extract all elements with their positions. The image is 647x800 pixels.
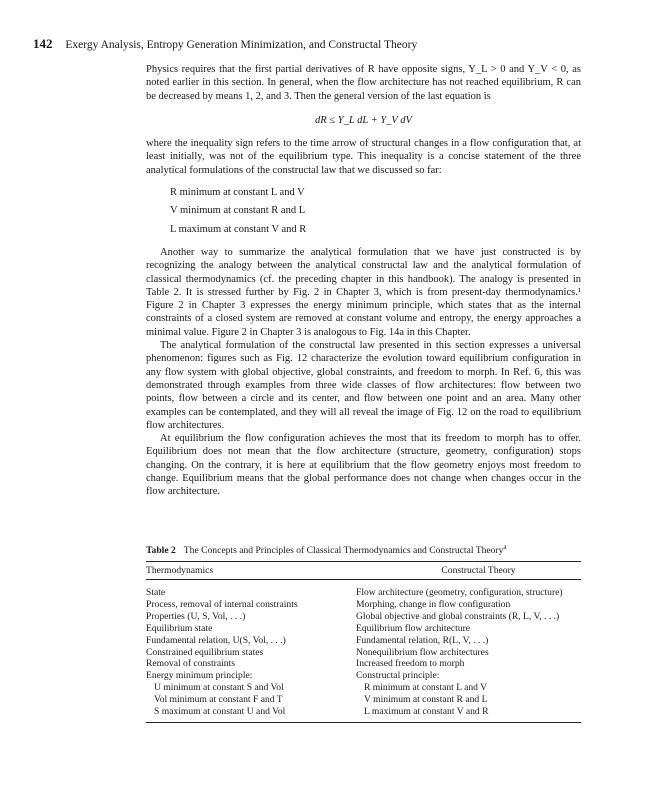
table-caption bbox=[146, 542, 581, 556]
table-cell: Flow architecture (geometry, configuration, structure) bbox=[356, 587, 563, 598]
list-item: R minimum at constant L and V bbox=[170, 187, 305, 199]
column-header-constructal: Constructal Theory bbox=[441, 565, 516, 576]
table-cell: Nonequilibrium flow architectures bbox=[356, 646, 489, 658]
constructal-column bbox=[356, 587, 581, 718]
table-label: Table 2 bbox=[146, 545, 176, 556]
table-cell: Global objective and global constraints (R, L, V, . . .) bbox=[356, 610, 560, 622]
column-header-thermodynamics: Thermodynamics bbox=[146, 565, 214, 576]
paragraph-3: Another way to summarize the analytical formulation that we have just constructed is by recognizing the analogy between the analytical constructal law and the analytical formulation of classical thermodynamics (cf. the preceding chapter in this handbook). The analogy is presented in Table 2. It is stressed further by Fig. 2 in Chapter 3, which is from present-day thermodynamics.¹ Figure 2 in Chapter 3 expresses the energy minimum principle, which states that as the internal constraints of a closed system are removed at constant volume and entropy, the energy approaches a minimal value. Figure 2 in Chapter 3 is analogous to Fig. 14a in this Chapter. bbox=[146, 246, 581, 338]
table-cell: Fundamental relation, R(L, V, . . .) bbox=[356, 634, 489, 646]
table-2 bbox=[146, 542, 581, 723]
table-cell: S maximum at constant U and Vol bbox=[154, 706, 286, 718]
page-header bbox=[33, 36, 417, 52]
table-cell: Vol minimum at constant F and T bbox=[154, 694, 283, 706]
running-title: Exergy Analysis, Entropy Generation Minimization, and Constructal Theory bbox=[65, 39, 418, 51]
table-cell: Equilibrium state bbox=[146, 622, 213, 634]
table-cell: Increased freedom to morph bbox=[356, 658, 465, 670]
table-cell: Energy minimum principle: bbox=[146, 670, 253, 682]
list-item: V minimum at constant R and L bbox=[170, 205, 306, 217]
page-number: 142 bbox=[33, 36, 53, 51]
table-cell: L maximum at constant V and R bbox=[364, 706, 489, 718]
table-body bbox=[146, 580, 581, 718]
table-cell: Equilibrium flow architecture bbox=[356, 622, 471, 634]
equation: dR ≤ Y_L dL + Y_V dV bbox=[315, 114, 412, 126]
paragraph-5: At equilibrium the flow configuration achieves the most that its freedom to morph has to offer. Equilibrium does not mean that the flow architecture (structure, geometry, configuration) stops changing. On the contrary, it is here at equilibrium that the flow geometry enjoys most freedom to change. Equilibrium means that the global performance does not change when changes occur in the flow architecture. bbox=[146, 433, 581, 498]
table-cell: Process, removal of internal constraints bbox=[146, 598, 298, 610]
paragraph-4: The analytical formulation of the constructal law presented in this section expresses a universal phenomenon: figures such as Fig. 12 characterize the evolution toward equilibrium configuration in any flow system with global objective, global constraints, and freedom to morph. In Ref. 6, this was demonstrated through examples from three wide classes of flow architectures: flow between two points, flow between a circle and its center, and flow between one point and an area. Many other examples can be contemplated, and they will all reveal the image of Fig. 12 on the road to equilibrium flow architectures. bbox=[146, 340, 581, 431]
table-cell: Constrained equilibrium states bbox=[146, 646, 264, 658]
list-item: L maximum at constant V and R bbox=[170, 223, 307, 235]
table-cell: Morphing, change in flow configuration bbox=[356, 598, 511, 610]
formulation-list bbox=[170, 186, 581, 236]
table-cell: V minimum at constant R and L bbox=[364, 694, 488, 706]
table-cell: State bbox=[146, 587, 166, 598]
table-bottom-rule bbox=[146, 722, 581, 723]
paragraph-1: Physics requires that the first partial derivatives of R have opposite signs, Y_L > 0 and Y_V < 0, as noted earlier in this section. In general, when the flow architecture has not reached equilibrium, R can be decreased by means 1, 2, and 3. Then the general version of the last equation is bbox=[146, 64, 581, 102]
table-caption-note: a bbox=[503, 542, 507, 551]
table-cell: Fundamental relation, U(S, Vol, . . .) bbox=[146, 634, 286, 646]
table-cell: Properties (U, S, Vol, . . .) bbox=[146, 610, 246, 622]
table-cell: R minimum at constant L and V bbox=[364, 682, 488, 694]
table-header bbox=[146, 562, 581, 580]
table-cell: Constructal principle: bbox=[356, 670, 440, 682]
thermodynamics-column bbox=[146, 587, 356, 718]
table-cell: Removal of constraints bbox=[146, 658, 235, 670]
paragraph-2: where the inequality sign refers to the time arrow of structural changes in a flow configuration that, at least initially, was not of the equilibrium type. This inequality is a concise statement of the three analytical formulations of the constructal law that we discussed so far: bbox=[146, 138, 581, 176]
table-caption-text: The Concepts and Principles of Classical Thermodynamics and Constructal Theory bbox=[183, 545, 504, 556]
body-text bbox=[146, 63, 581, 499]
table-cell: U minimum at constant S and Vol bbox=[154, 682, 284, 694]
